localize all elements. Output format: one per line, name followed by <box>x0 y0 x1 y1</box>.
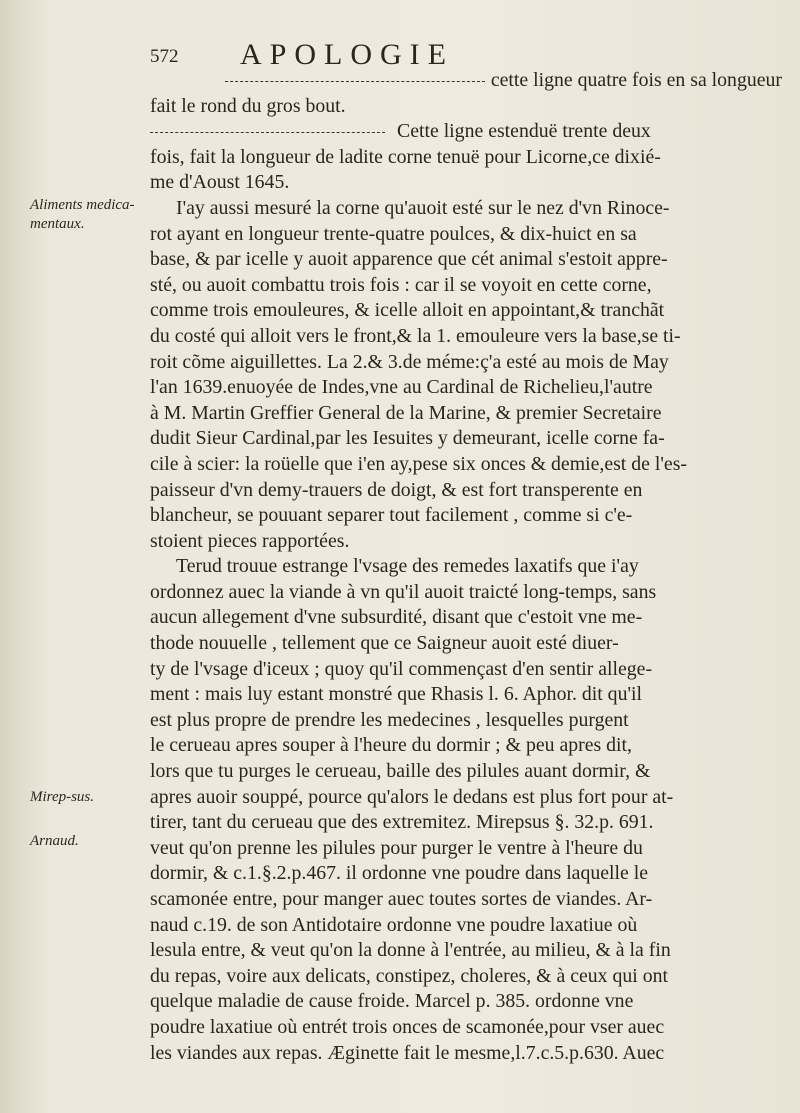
text-line: naud c.19. de son Antidotaire ordonne vne poudre laxatiue où <box>150 913 638 936</box>
text-line: aucun allegement d'vne subsurdité, disant que c'estoit vne me- <box>150 606 643 629</box>
text-line: me d'Aoust 1645. <box>150 171 290 194</box>
text-line: Terud trouue estrange l'vsage des remedes laxatifs que i'ay <box>176 555 639 578</box>
margin-note-aliments: Aliments medica-mentaux. <box>30 197 135 232</box>
text-line: blancheur, se pouuant separer tout facilement , comme si c'e- <box>150 504 633 527</box>
text-line: tirer, tant du cerueau que des extremitez. Mirepsus §. 32.p. 691. <box>150 811 654 834</box>
text-line: ordonnez auec la viande à vn qu'il auoit traicté long-temps, sans <box>150 580 657 603</box>
measure-line <box>150 132 385 133</box>
text-line: sté, ou auoit combattu trois fois : car il se voyoit en cette corne, <box>150 273 652 296</box>
text-line: poudre laxatiue où entrét trois onces de scamonée,pour vser auec <box>150 1015 665 1038</box>
text-line: fois, fait la longueur de ladite corne tenuë pour Licorne,ce dixié- <box>150 145 661 168</box>
text-line: Cette ligne estenduë trente deux <box>150 119 790 145</box>
text-line: du repas, voire aux delicats, constipez, choleres, & à ceux qui ont <box>150 964 668 987</box>
text-line: stoient pieces rapportées. <box>150 529 350 552</box>
text-line: comme trois emouleures, & icelle alloit en appointant,& tranchãt <box>150 299 665 322</box>
text-line: scamonée entre, pour manger auec toutes sortes de viandes. Ar- <box>150 888 653 910</box>
text-line: veut qu'on prenne les pilules pour purger le ventre à l'heure du <box>150 836 643 859</box>
text-line: thode nouuelle , tellement que ce Saigneur auoit esté diuer- <box>150 632 619 655</box>
text-line: paisseur d'vn demy-trauers de doigt, & est fort transperente en <box>150 478 643 501</box>
text-line: le cerueau apres souper à l'heure du dormir ; & peu apres dit, <box>150 734 632 757</box>
text-line: les viandes aux repas. Æginette fait le mesme,l.7.c.5.p.630. Auec <box>150 1041 665 1064</box>
margin-note-mirepsus: Mirep-sus. <box>30 789 95 805</box>
measure-line <box>225 81 485 82</box>
text-line: lesula entre, & veut qu'on la donne à l'entrée, au milieu, & à la fin <box>150 939 671 962</box>
text-line: ment : mais luy estant monstré que Rhasis l. 6. Aphor. dit qu'il <box>150 683 643 706</box>
text-line: base, & par icelle y auoit apparence que cét animal s'estoit appre- <box>150 248 668 271</box>
text-line: dormir, & c.1.§.2.p.467. il ordonne vne poudre dans laquelle le <box>150 862 649 885</box>
text-line: cette ligne quatre fois en sa longueur <box>150 68 790 94</box>
text-line: dudit Sieur Cardinal,par les Iesuites y demeurant, icelle corne fa- <box>150 427 665 450</box>
text-line: apres auoir souppé, pource qu'alors le dedans est plus fort pour at- <box>150 785 674 808</box>
text-line: cile à scier: la roüelle que i'en ay,pese six onces & demie,est de l'es- <box>150 452 687 475</box>
text-line: ty de l'vsage d'iceux ; quoy qu'il commençast d'en sentir allege- <box>150 657 653 680</box>
margin-note-arnaud: Arnaud. <box>30 833 79 849</box>
text-line: roit cõme aiguillettes. La 2.& 3.de méme:ç'a esté au mois de May <box>150 350 669 373</box>
page-number: 572 <box>150 46 179 67</box>
text-line: du costé qui alloit vers le front,& la 1. emouleure vers la base,se ti- <box>150 324 681 347</box>
text-line: quelque maladie de cause froide. Marcel p. 385. ordonne vne <box>150 990 634 1013</box>
text-line: est plus propre de prendre les medecines , lesquelles purgent <box>150 708 629 731</box>
text-line: à M. Martin Greffier General de la Marine, & premier Secretaire <box>150 401 662 424</box>
text-line: l'an 1639.enuoyée de Indes,vne au Cardinal de Richelieu,l'autre <box>150 376 653 399</box>
running-title: APOLOGIE <box>240 38 454 71</box>
text-line: lors que tu purges le cerueau, baille des pilules auant dormir, & <box>150 760 651 783</box>
text-line: rot ayant en longueur trente-quatre poulces, & dix-huict en sa <box>150 222 637 245</box>
body-text <box>150 68 790 1066</box>
text-line: fait le rond du gros bout. <box>150 94 346 117</box>
text-line: I'ay aussi mesuré la corne qu'auoit esté sur le nez d'vn Rinoce- <box>176 196 670 219</box>
